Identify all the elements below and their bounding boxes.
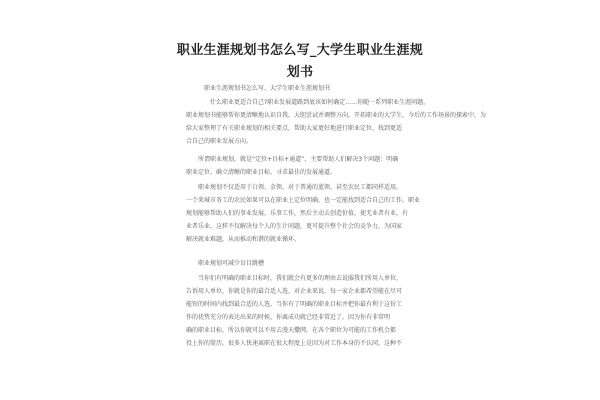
text-line: 解决就业难题，从而推动和谐的就业循环。: [186, 236, 301, 243]
paragraph-intro: [186, 96, 487, 148]
text-line: 职业生涯规划书怎么写、大学生职业生涯规划书: [204, 85, 331, 92]
section-heading: [186, 257, 414, 270]
text-line: 能短的时间内找到最合适的人选，当你有了明确的职业目标并把你最有利于这份工: [186, 301, 403, 308]
text-line: 作的优势充分的表达出来的时候，你离成功就已经非常近了。因为你有非常明: [186, 314, 391, 321]
text-line: 给大家整理了有关职业规划的相关要点，帮助大家更好地进行职业定位，找到更适: [186, 125, 403, 132]
text-line: 职业规划不仅适用于白领、金领，对于普通的蓝领，甚至农民工都同样适用。: [198, 184, 403, 191]
article-title-line-1: 职业生涯规划书怎么写_大学生职业生涯规: [176, 43, 424, 58]
text-line: 职业定位、确立清晰的职业目标、寻求最佳的发展通道。: [186, 169, 337, 176]
text-line: 职业规划书能够帮你更清晰地认识自我，大胆尝试并调整方向，开拓职业的大学生，今后的工作场景的探索中，为: [186, 112, 487, 119]
text-line: 职业规划可减少盲目跳槽: [198, 260, 265, 267]
text-line: 告诉用人单位，你就是你的最合适人选，对企业来说，每一家企业都希望能在尽可: [186, 288, 403, 295]
text-line: 确的职业目标，所以你就可以不用去漫天撒网，在各个职位为可能的工作机会都: [186, 327, 397, 334]
text-line: 业者乐业。这样不仅解决每个人的生计问题，更可提升整个社会的竞争力，为国家: [186, 223, 403, 230]
text-line: 当你们有明确的职业目标时，我们就会有更多的理由去说服我们所用人单位，: [198, 275, 403, 282]
text-line: 投上你的简历。很多人快速离职在很大程度上是因为对工作本身的不认同，这种不: [186, 340, 403, 347]
text-line: 所谓职业规划，就是“定位+目标+通道”，主要帮助人们解决3个问题：明确: [198, 156, 399, 163]
text-line: 什么职业更适合自己?职业发展道路到底该如何确定……你随一系列职业生涯问题，: [210, 99, 430, 106]
text-line: 一个来城市务工的农民如果可以在职业上定位明确，也一定能找到适合自己的工作。职业: [186, 197, 421, 204]
paragraph-definition: [186, 153, 414, 179]
article-title-line-2: 划书: [286, 65, 314, 80]
paragraph-job-hopping: [186, 272, 414, 350]
paragraph-scope: [186, 181, 421, 246]
text-line: 规划能够帮助人们的事业发展，乐事工作，然后主动去创造价值，使无业者有业，有: [186, 210, 409, 217]
text-line: 合自己的职业发展方向。: [186, 138, 253, 145]
article-subtitle: [186, 82, 414, 95]
